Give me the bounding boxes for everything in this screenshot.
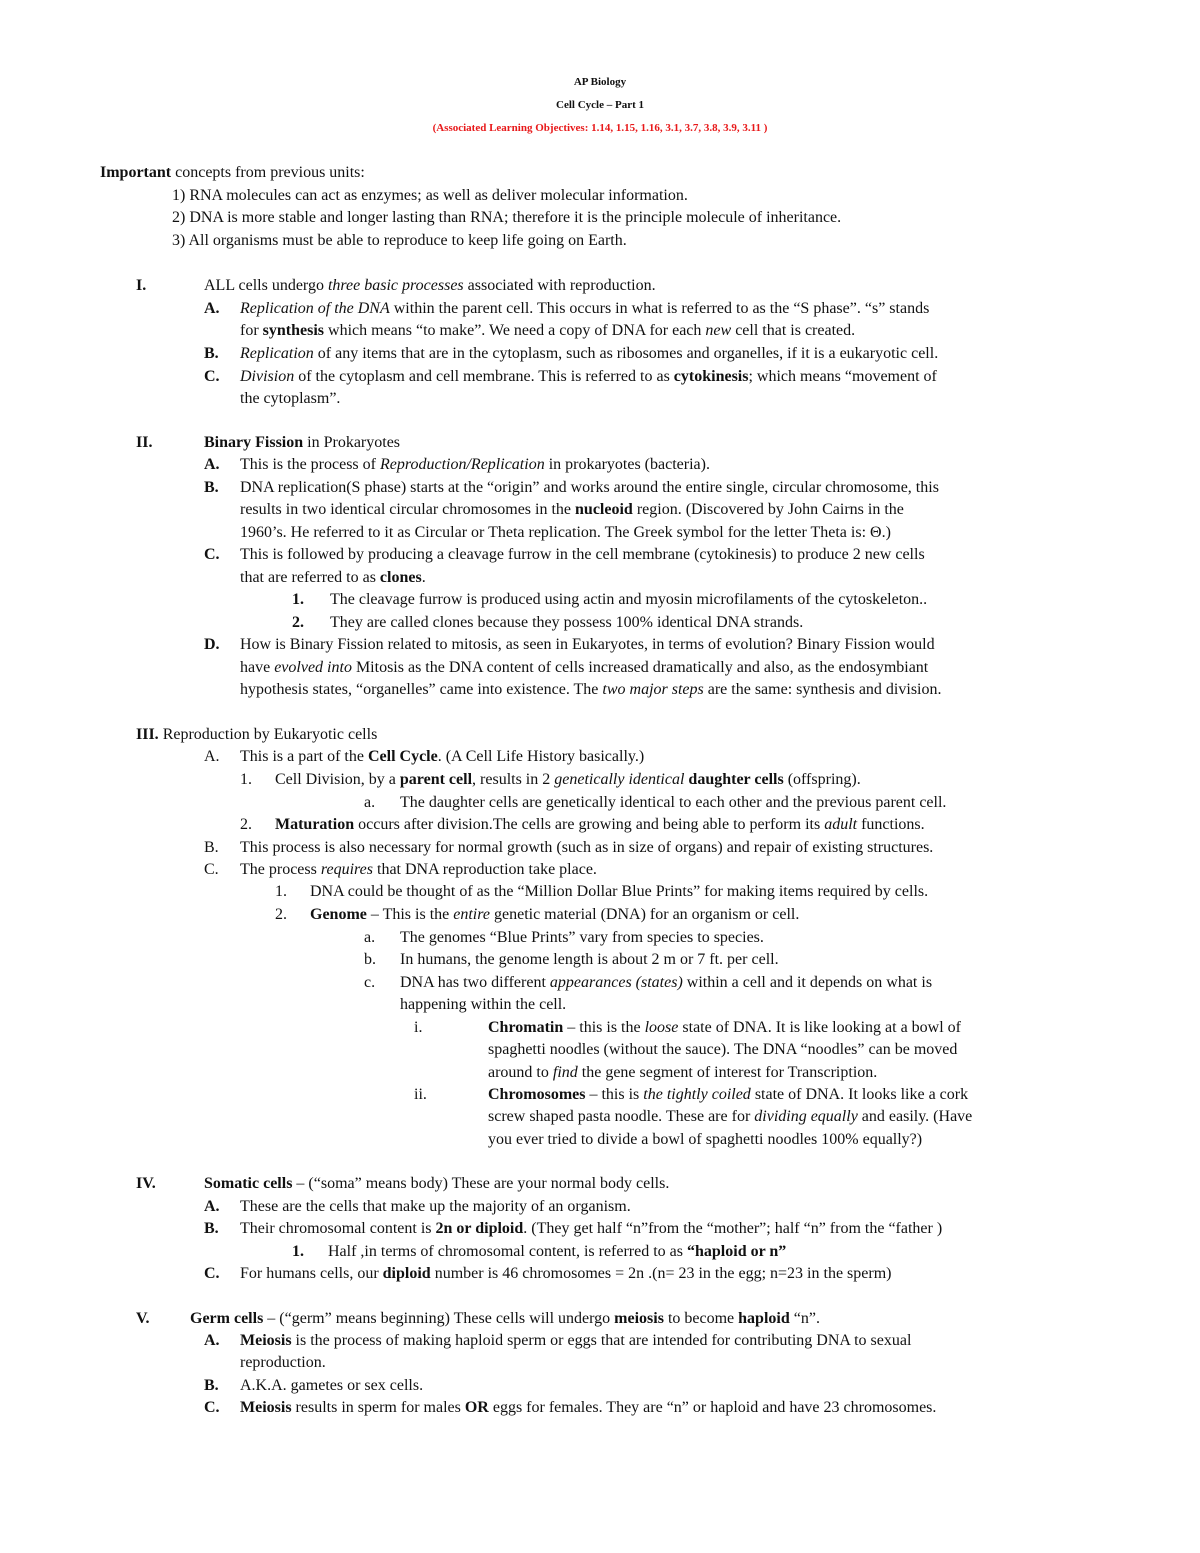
item-label: A. (204, 748, 220, 765)
paragraph-line: Chromosomes – this is the tightly coiled state of DNA. It looks like a cork (488, 1086, 969, 1103)
intro-item: 3) All organisms must be able to reproduce to keep life going on Earth. (172, 232, 627, 249)
paragraph-line: This process is also necessary for normal growth (such as in size of organs) and repair of existing structures. (240, 839, 934, 856)
intro-item: 2) DNA is more stable and longer lasting than RNA; therefore it is the principle molecule of inheritance. (172, 209, 842, 226)
item-label: D. (204, 636, 220, 653)
item-label: C. (204, 1265, 220, 1282)
item-label: a. (364, 794, 376, 811)
paragraph-line: DNA has two different appearances (states) within a cell and it depends on what is (400, 974, 933, 991)
item-label: A. (204, 456, 220, 473)
paragraph-line: for synthesis which means “to make”. We need a copy of DNA for each new cell that is created. (240, 322, 856, 339)
paragraph-line: happening within the cell. (400, 996, 567, 1013)
paragraph-line: DNA could be thought of as the “Million Dollar Blue Prints” for making items required by cells. (310, 883, 929, 900)
paragraph-line: that are referred to as clones. (240, 569, 426, 586)
section-heading: Somatic cells – (“soma” means body) These are your normal body cells. (204, 1175, 670, 1192)
paragraph-line: This is a part of the Cell Cycle. (A Cell Life History basically.) (240, 748, 645, 765)
paragraph-line: have evolved into Mitosis as the DNA content of cells increased dramatically and also, as the endosymbiant (240, 659, 929, 676)
item-label: a. (364, 929, 376, 946)
paragraph-line: reproduction. (240, 1354, 326, 1371)
intro-heading: Important concepts from previous units: (100, 164, 365, 181)
paragraph-line: around to find the gene segment of interest for Transcription. (488, 1064, 878, 1081)
paragraph-line: Meiosis is the process of making haploid sperm or eggs that are intended for contributing DNA to sexual (240, 1332, 912, 1349)
item-label: C. (204, 368, 220, 385)
paragraph-line: Replication of any items that are in the cytoplasm, such as ribosomes and organelles, if it is a eukaryotic cell. (240, 345, 939, 362)
paragraph-line: This is followed by producing a cleavage furrow in the cell membrane (cytokinesis) to produce 2 new cells (240, 546, 925, 563)
item-label: c. (364, 974, 376, 991)
paragraph-line: you ever tried to divide a bowl of spaghetti noodles 100% equally?) (488, 1131, 923, 1148)
item-label: B. (204, 1220, 219, 1237)
paragraph-line: They are called clones because they possess 100% identical DNA strands. (330, 614, 804, 631)
item-label: 1. (240, 771, 252, 788)
item-label: B. (204, 345, 219, 362)
paragraph-line: spaghetti noodles (without the sauce). The DNA “noodles” can be moved (488, 1041, 958, 1058)
item-label: B. (204, 839, 219, 856)
paragraph-line: Cell Division, by a parent cell, results in 2 genetically identical daughter cells (offspring). (275, 771, 861, 788)
paragraph-line: Genome – This is the entire genetic material (DNA) for an organism or cell. (310, 906, 800, 923)
item-label: 1. (275, 883, 287, 900)
item-label: 1. (292, 591, 304, 608)
paragraph-line: The genomes “Blue Prints” vary from species to species. (400, 929, 764, 946)
item-label: ii. (414, 1086, 427, 1103)
paragraph-line: Maturation occurs after division.The cells are growing and being able to perform its adult functions. (275, 816, 925, 833)
item-label: 2. (275, 906, 287, 923)
paragraph-line: In humans, the genome length is about 2 m or 7 ft. per cell. (400, 951, 779, 968)
item-label: A. (204, 1332, 220, 1349)
section-heading: Binary Fission in Prokaryotes (204, 434, 401, 451)
paragraph-line: This is the process of Reproduction/Replication in prokaryotes (bacteria). (240, 456, 710, 473)
paragraph-line: Their chromosomal content is 2n or diploid. (They get half “n”from the “mother”; half “n” from the “father ) (240, 1220, 943, 1237)
item-label: C. (204, 546, 220, 563)
intro-item: 1) RNA molecules can act as enzymes; as well as deliver molecular information. (172, 187, 688, 204)
item-label: b. (364, 951, 376, 968)
paragraph-line: A.K.A. gametes or sex cells. (240, 1377, 424, 1394)
paragraph-line: the cytoplasm”. (240, 390, 341, 407)
paragraph-line: How is Binary Fission related to mitosis, as seen in Eukaryotes, in terms of evolution? Binary Fission would (240, 636, 935, 653)
item-label: A. (204, 300, 220, 317)
course-title: AP Biology (573, 76, 627, 88)
item-label: A. (204, 1198, 220, 1215)
paragraph-line: For humans cells, our diploid number is 46 chromosomes = 2n .(n= 23 in the egg; n=23 in the sperm) (240, 1265, 892, 1282)
section-number: II. (136, 434, 153, 451)
section-heading: III. Reproduction by Eukaryotic cells (136, 726, 378, 743)
paragraph-line: The daughter cells are genetically identical to each other and the previous parent cell. (400, 794, 947, 811)
page-title: Cell Cycle – Part 1 (556, 99, 644, 111)
paragraph-line: Meiosis results in sperm for males OR eggs for females. They are “n” or haploid and have 23 chromosomes. (240, 1399, 937, 1416)
item-label: B. (204, 1377, 219, 1394)
paragraph-line: results in two identical circular chromosomes in the nucleoid region. (Discovered by John Cairns in the (240, 501, 904, 518)
item-label: 2. (292, 614, 304, 631)
section-number: IV. (136, 1175, 156, 1192)
paragraph-line: hypothesis states, “organelles” came into existence. The two major steps are the same: synthesis and division. (240, 681, 942, 698)
paragraph-line: DNA replication(S phase) starts at the “origin” and works around the entire single, circular chromosome, this (240, 479, 939, 496)
paragraph-line: The process requires that DNA reproduction take place. (240, 861, 597, 878)
item-label: 1. (292, 1243, 304, 1260)
section-number: I. (136, 277, 147, 294)
section-number: V. (136, 1310, 150, 1327)
section-heading: ALL cells undergo three basic processes associated with reproduction. (204, 277, 656, 294)
section-heading: Germ cells – (“germ” means beginning) These cells will undergo meiosis to become haploid “n”. (190, 1310, 820, 1327)
item-label: C. (204, 861, 219, 878)
paragraph-line: Half ,in terms of chromosomal content, is referred to as “haploid or n” (328, 1243, 787, 1260)
item-label: i. (414, 1019, 423, 1036)
paragraph-line: These are the cells that make up the majority of an organism. (240, 1198, 631, 1215)
paragraph-line: Replication of the DNA within the parent cell. This occurs in what is referred to as the “S phase”. “s” stands (240, 300, 930, 317)
item-label: 2. (240, 816, 252, 833)
item-label: C. (204, 1399, 220, 1416)
item-label: B. (204, 479, 219, 496)
paragraph-line: Division of the cytoplasm and cell membrane. This is referred to as cytokinesis; which means “movement of (240, 368, 937, 385)
paragraph-line: The cleavage furrow is produced using actin and myosin microfilaments of the cytoskeleton.. (330, 591, 928, 608)
paragraph-line: 1960’s. He referred to it as Circular or Theta replication. The Greek symbol for the letter Theta is: Θ.) (240, 524, 891, 541)
paragraph-line: screw shaped pasta noodle. These are for dividing equally and easily. (Have (488, 1108, 973, 1125)
paragraph-line: Chromatin – this is the loose state of DNA. It is like looking at a bowl of (488, 1019, 962, 1036)
learning-objectives: (Associated Learning Objectives: 1.14, 1.15, 1.16, 3.1, 3.7, 3.8, 3.9, 3.11 ) (432, 122, 768, 134)
